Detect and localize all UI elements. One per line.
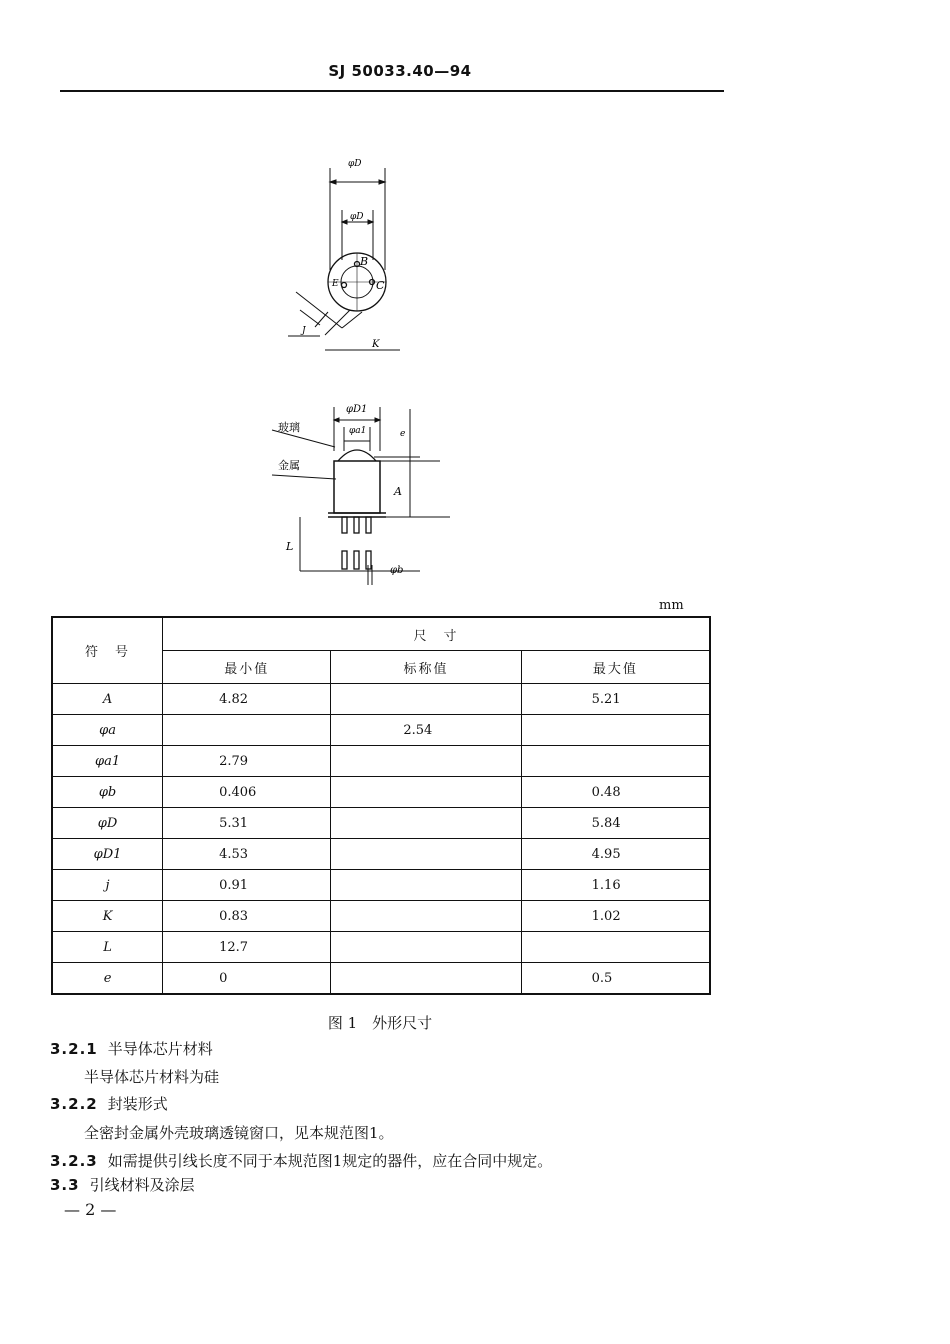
label-a: A xyxy=(394,485,402,498)
section-number: 3.2.2 xyxy=(50,1095,98,1113)
label-l: L xyxy=(286,540,294,553)
section-3-2-3 xyxy=(50,1150,552,1171)
side-view-drawing xyxy=(250,395,450,590)
table-row xyxy=(52,684,710,715)
section-title: 半导体芯片材料 xyxy=(107,1040,213,1058)
label-d1: φD1 xyxy=(346,404,368,415)
section-body: 全密封金属外壳玻璃透镜窗口，见本规范图1。 xyxy=(84,1124,394,1142)
table-row xyxy=(52,777,710,808)
page-number: — 2 — xyxy=(64,1200,117,1219)
cell-max xyxy=(521,715,710,746)
label-metal: 金属 xyxy=(278,459,300,472)
cell-nom xyxy=(331,901,521,932)
cell-symbol: K xyxy=(52,901,163,932)
section-3-2-1 xyxy=(50,1038,213,1059)
cell-symbol: φa xyxy=(52,715,163,746)
cell-symbol: L xyxy=(52,932,163,963)
label-pin-e: E xyxy=(332,279,339,289)
label-a1: φa1 xyxy=(349,426,367,436)
table-row xyxy=(52,839,710,870)
cell-symbol: φD xyxy=(52,808,163,839)
cell-nom xyxy=(331,684,521,715)
cell-max: 0.5 xyxy=(521,963,710,995)
section-3-3 xyxy=(50,1174,195,1195)
section-3-2-2 xyxy=(50,1093,168,1114)
cell-min: 0.83 xyxy=(163,901,331,932)
cell-min: 0.406 xyxy=(163,777,331,808)
header-size: 尺 寸 xyxy=(163,617,710,651)
figure-caption: 图 1 外形尺寸 xyxy=(327,1014,433,1032)
cell-symbol: j xyxy=(52,870,163,901)
cell-max xyxy=(521,746,710,777)
document-code: SJ 50033.40—94 xyxy=(328,62,472,80)
cell-max xyxy=(521,932,710,963)
cell-nom xyxy=(331,808,521,839)
dimensions-table xyxy=(51,616,711,995)
header-max: 最大值 xyxy=(521,651,710,684)
cell-max: 4.95 xyxy=(521,839,710,870)
unit-label: mm xyxy=(659,598,684,613)
header-min: 最小值 xyxy=(163,651,331,684)
cell-min: 0.91 xyxy=(163,870,331,901)
section-body: 半导体芯片材料为硅 xyxy=(84,1068,220,1086)
label-pin-c: C xyxy=(376,279,385,292)
table-row xyxy=(52,870,710,901)
label-dim-k: K xyxy=(372,339,380,350)
cell-nom xyxy=(331,932,521,963)
label-glass: 玻璃 xyxy=(278,421,300,434)
cell-nom xyxy=(331,870,521,901)
label-e: e xyxy=(400,429,406,439)
table-row xyxy=(52,901,710,932)
cell-symbol: φb xyxy=(52,777,163,808)
cell-min: 12.7 xyxy=(163,932,331,963)
cell-nom xyxy=(331,777,521,808)
cell-min xyxy=(163,715,331,746)
cell-nom xyxy=(331,839,521,870)
label-pin-b: B xyxy=(360,255,369,268)
cell-nom xyxy=(331,963,521,995)
table-row xyxy=(52,715,710,746)
cell-symbol: φD1 xyxy=(52,839,163,870)
section-text: 如需提供引线长度不同于本规范图1规定的器件，应在合同中规定。 xyxy=(107,1152,553,1170)
cell-min: 5.31 xyxy=(163,808,331,839)
cell-min: 4.53 xyxy=(163,839,331,870)
header-nom: 标称值 xyxy=(331,651,521,684)
cell-max: 1.16 xyxy=(521,870,710,901)
table-row xyxy=(52,932,710,963)
label-dim-j: J xyxy=(302,326,306,336)
cell-min: 4.82 xyxy=(163,684,331,715)
table-row xyxy=(52,746,710,777)
cell-max: 5.84 xyxy=(521,808,710,839)
cell-max: 1.02 xyxy=(521,901,710,932)
cell-max: 0.48 xyxy=(521,777,710,808)
cell-min: 0 xyxy=(163,963,331,995)
section-title: 引线材料及涂层 xyxy=(89,1176,195,1194)
cell-nom xyxy=(331,746,521,777)
section-number: 3.3 xyxy=(50,1176,80,1194)
section-number: 3.2.1 xyxy=(50,1040,98,1058)
section-title: 封装形式 xyxy=(107,1095,168,1113)
cell-symbol: e xyxy=(52,963,163,995)
table-row xyxy=(52,808,710,839)
label-outer-diameter: φD xyxy=(348,159,362,169)
label-inner-diameter: φD xyxy=(350,212,364,222)
section-number: 3.2.3 xyxy=(50,1152,98,1170)
label-b: φb xyxy=(390,565,404,576)
cell-max: 5.21 xyxy=(521,684,710,715)
top-view-drawing xyxy=(280,150,420,360)
header-rule xyxy=(60,90,724,92)
cell-symbol: A xyxy=(52,684,163,715)
cell-nom: 2.54 xyxy=(331,715,521,746)
cell-min: 2.79 xyxy=(163,746,331,777)
header-symbol: 符 号 xyxy=(52,617,163,684)
table-row xyxy=(52,963,710,995)
cell-symbol: φa1 xyxy=(52,746,163,777)
